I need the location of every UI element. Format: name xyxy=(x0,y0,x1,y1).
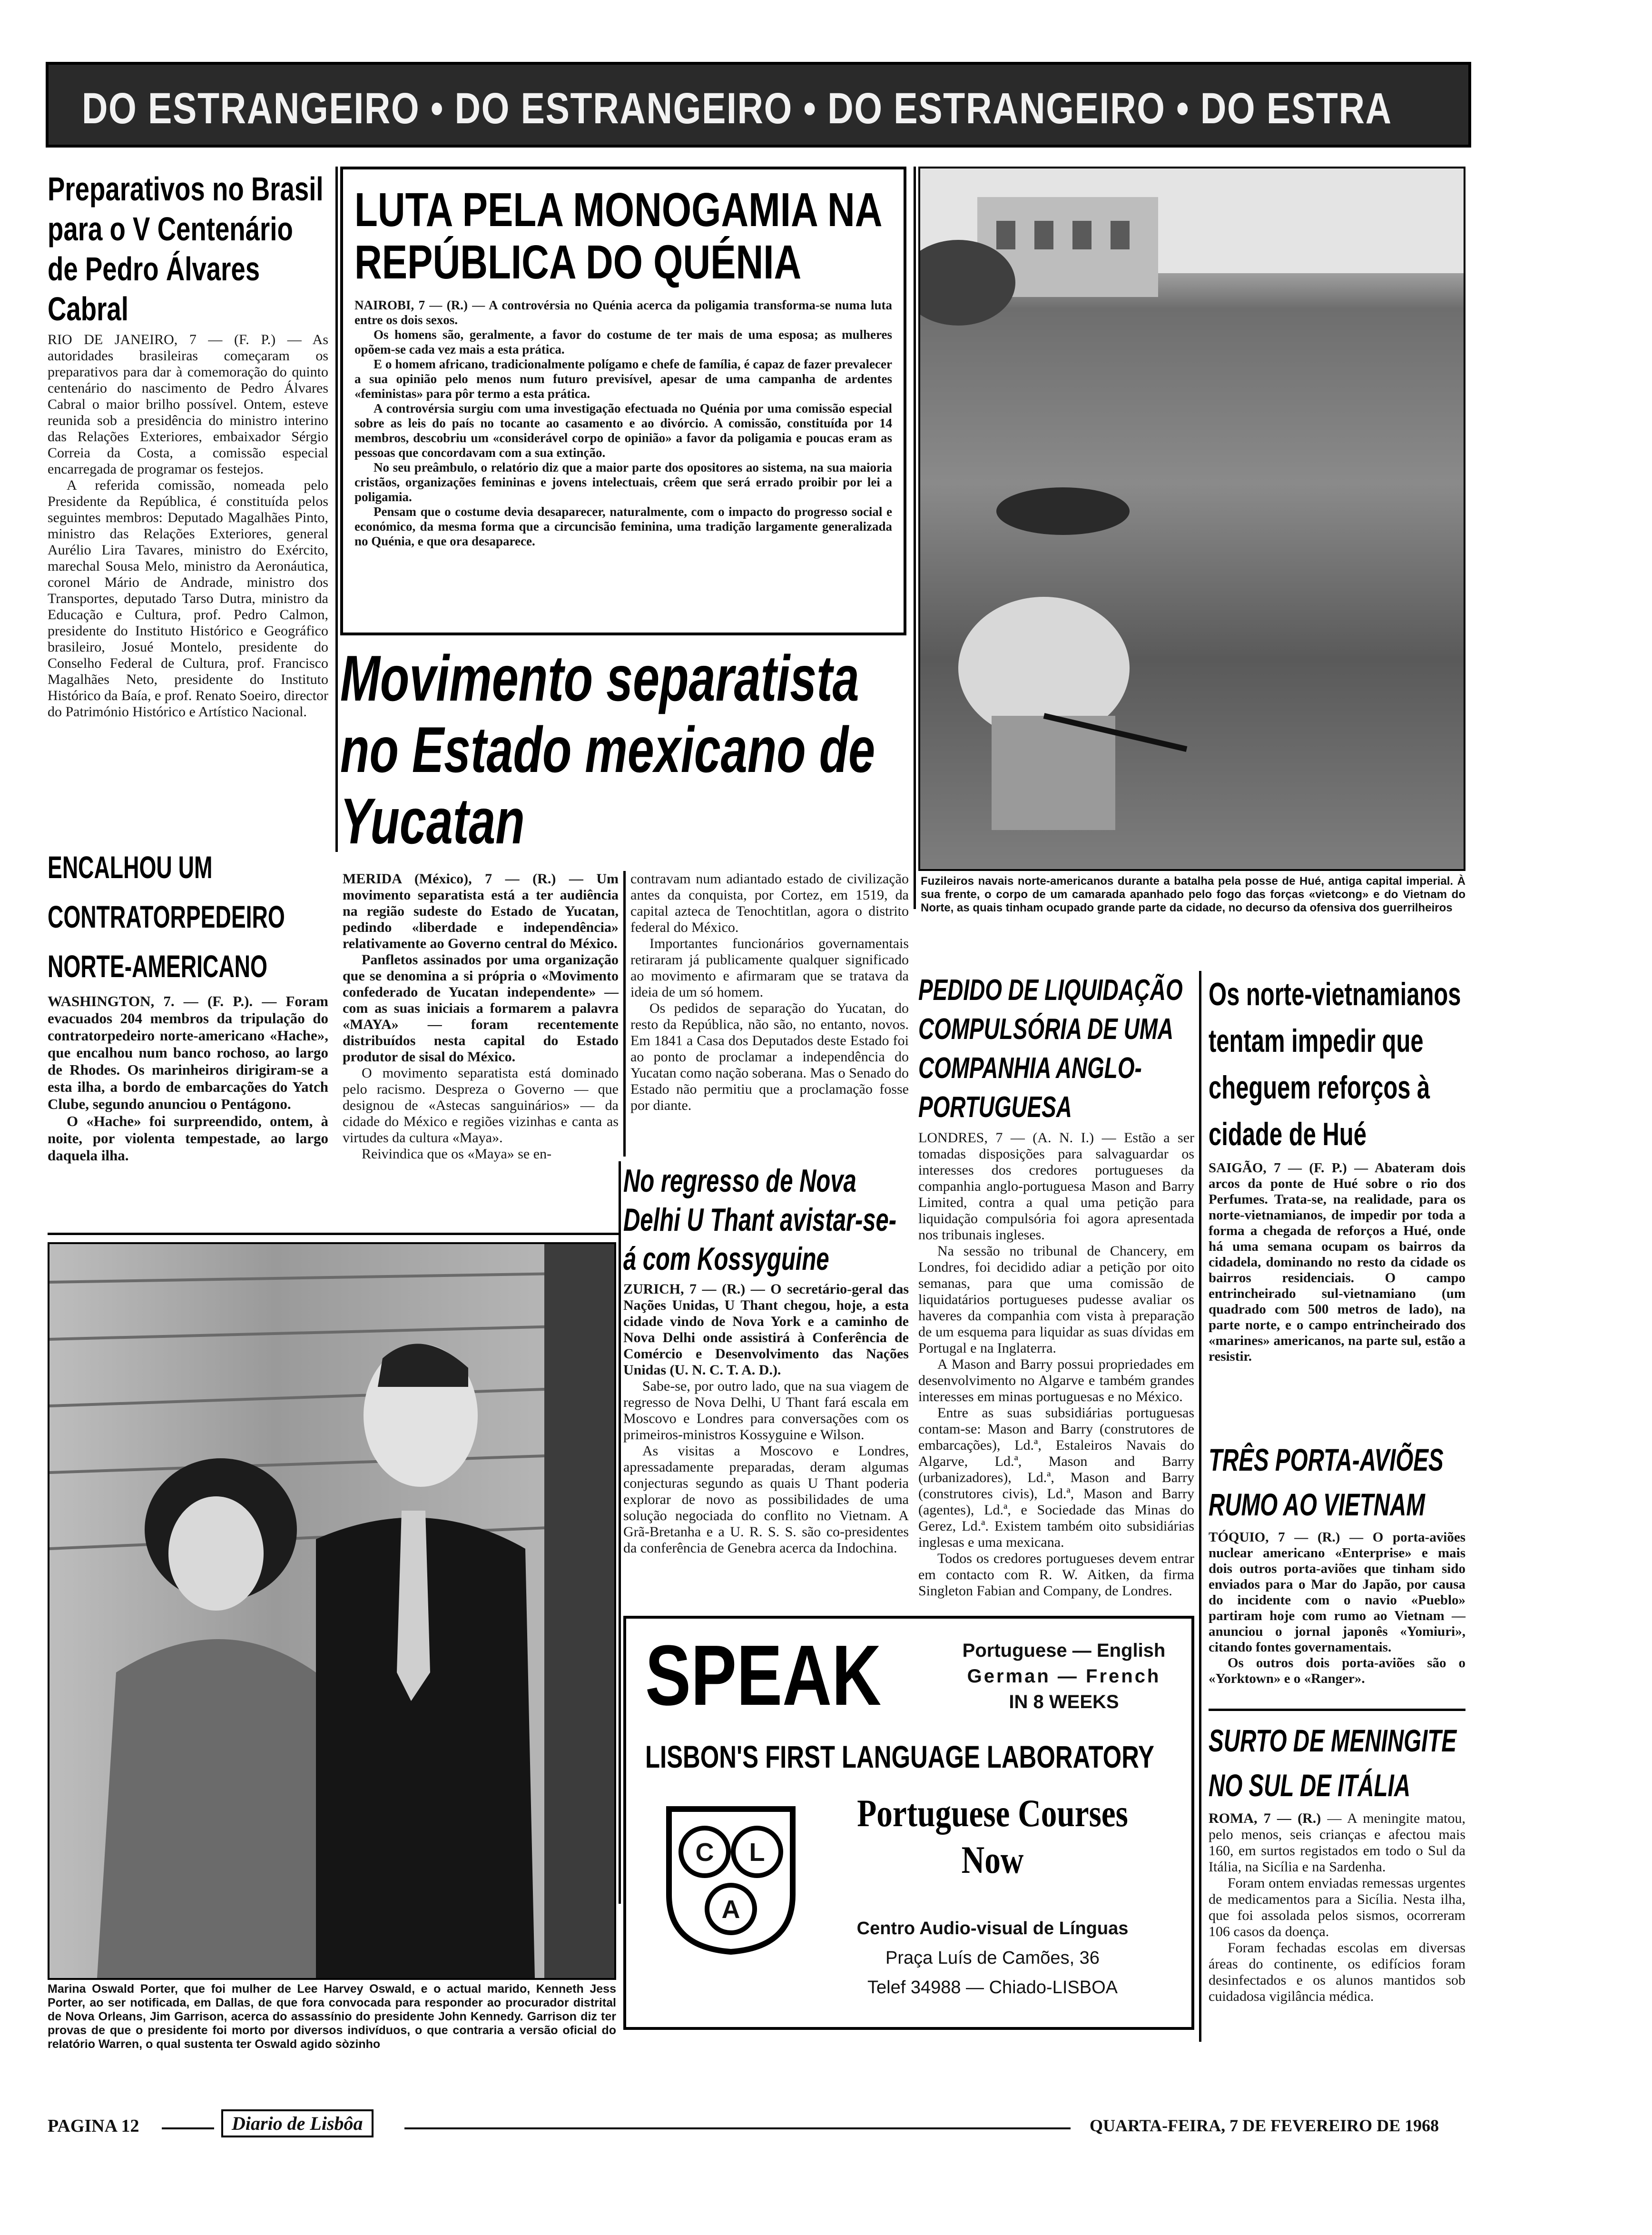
ad-langs-1: Portuguese — English xyxy=(962,1640,1166,1661)
oswald-photo-caption: Marina Oswald Porter, que foi mulher de Lee Harvey Oswald, e o actual marido, Kenneth Jess Porter, ao ser notificada, em Dallas, de que fora convocada para responder ao procurador distrital de Nova Orleans, Jim Garrison, acerca do assassínio do presidente John Kennedy. Garrison diz ter provas de que o presidente foi morto por diversos indivíduos, o que contraria a versão oficial do relatório Warren, o qual sustenta ter Oswald agido sòzinho xyxy=(48,1982,616,2051)
article-thant xyxy=(623,1161,909,1556)
column-rule xyxy=(619,1161,621,1904)
headline: LUTA PELA MONOGAMIA NA REPÚBLICA DO QUÉNIA xyxy=(354,183,881,289)
ad-centro: Centro Audio-visual de Línguas xyxy=(856,1919,1129,1938)
article-brasil xyxy=(48,169,328,720)
paragraph: As visitas a Moscovo e Londres, apressadamente preparadas, deram algumas conjecturas segundo as quais U Thant poderia explorar de novo as possibilidades de uma solução negociada do conflito no Vietnam. A Grã-Bretanha e a U. R. S. S. são co-presidentes da conferência de Genebra acerca da Indochina. xyxy=(623,1443,909,1556)
footer-rule xyxy=(162,2127,214,2129)
ad-weeks: IN 8 WEEKS xyxy=(1009,1691,1119,1712)
paragraph: Os pedidos de separação do Yucatan, do resto da República, não são, no entanto, novos. Em 1841 a Casa dos Deputados deste Estado foi ao ponto de proclamar a independência do Yucatan como nação soberana. Mas o Senado do Estado não permitiu que a proclamação fosse por diante. xyxy=(630,1000,909,1113)
footer-page: PAGINA 12 xyxy=(48,2116,139,2136)
yucatan-column-2 xyxy=(630,871,909,1114)
paragraph: Entre as suas subsidiárias portuguesas contam-se: Mason and Barry (construtores de embarcações), Ld.ª, Estaleiros Navais do Algarve, Ld.ª, Mason and Barry (urbanizadores), Ld.ª, Mason and Barry (construtores civis), Ld.ª, Mason and Barry (agentes), Ld.ª, e Sociedade das Minas do Gerez, Ld.ª. Existem também oito subsidiárias inglesas e uma mexicana. xyxy=(918,1405,1194,1550)
article-encalhou xyxy=(48,842,328,1164)
paragraph: Importantes funcionários governamentais retiraram já publicamente qualquer significado ao movimento e afirmaram que se tratava da ideia de um só homem. xyxy=(630,936,909,1000)
article-quenia xyxy=(340,167,906,635)
column-rule xyxy=(335,167,338,852)
photo-illustration xyxy=(49,1244,614,1978)
article-yucatan xyxy=(340,643,909,857)
dateline: ROMA, 7 — (R.) xyxy=(1209,1810,1321,1826)
article-vietnamitas xyxy=(1209,971,1465,1365)
paragraph: Pensam que o costume devia desaparecer, naturalmente, com o impacto do progresso social e económico, da mesma forma que a circuncisão feminina, uma tradição largamente generalizada no Quénia, e que ora desaparece. xyxy=(354,504,892,548)
paragraph: — A controvérsia no Quénia acerca da poligamia transforma-se numa luta entre os dois sexos. xyxy=(354,298,892,327)
paragraph: — Foram evacuados 204 membros da tripulação do contratorpedeiro norte-americano «Hache», que encalhou num banco rochoso, ao largo de Rhodes. Os marinheiros dirigiram-se a esta ilha, a bordo de embarcações do Yatch Clube, segundo anunciou o Pentágono. xyxy=(48,993,328,1112)
ad-phone: Telef 34988 — Chiado-LISBOA xyxy=(867,1978,1118,1998)
oswald-photo xyxy=(48,1242,616,1980)
dateline: NAIROBI, 7 — (R.) xyxy=(354,298,468,312)
paragraph: O «Hache» foi surpreendido, ontem, à noite, por violenta tempestade, ao largo daquela ilha. xyxy=(48,1113,328,1164)
article-portaavioes xyxy=(1209,1437,1465,1687)
headline: Preparativos no Brasil para o V Centenário de Pedro Álvares Cabral xyxy=(48,170,324,327)
section-rule xyxy=(1209,1709,1465,1711)
ad-langs-2: German — French xyxy=(967,1666,1161,1687)
dateline: ZURICH, 7 — (R.) xyxy=(623,1281,746,1297)
column-rule xyxy=(623,871,626,1157)
dateline: MERIDA (México), 7 — (R.) xyxy=(343,871,556,887)
dateline: RIO DE JANEIRO, 7 — (F. P.) xyxy=(48,332,276,347)
headline: Os norte-vietnamianos tentam impedir que cheguem reforços à cidade de Hué xyxy=(1209,976,1461,1152)
headline: TRÊS PORTA-AVIÕES RUMO AO VIETNAM xyxy=(1209,1442,1444,1522)
paragraph: — Estão a ser tomadas disposições para salvaguardar os interesses dos credores portugueses da companhia anglo-portuguesa Mason and Barry Limited, contra a qual uma petição para liquidação compulsória foi agora apresentada nos tribunais ingleses. xyxy=(918,1130,1195,1243)
headline: ENCALHOU UM CONTRATORPEDEIRO NORTE-AMERICANO xyxy=(48,850,285,984)
language-lab-ad xyxy=(623,1616,1194,2030)
paragraph: Foram fechadas escolas em diversas áreas do continente, os edifícios foram desinfectados e os alunos mantidos sob cuidadosa vigilância médica. xyxy=(1209,1940,1465,2004)
ad-languages xyxy=(950,1638,1178,1715)
paragraph: Os homens são, geralmente, a favor do costume de ter mais de uma esposa; as mulheres opõem-se cada vez mais a esta prática. xyxy=(354,327,892,356)
ad-contact xyxy=(816,1914,1169,2002)
logo-letter-c: C xyxy=(695,1838,714,1867)
ad-address: Praça Luís de Camões, 36 xyxy=(885,1948,1100,1968)
section-rule xyxy=(48,1233,619,1235)
cla-logo-icon xyxy=(659,1800,802,1957)
banner-title: DO ESTRANGEIRO • DO ESTRANGEIRO • DO ESTRANGEIRO • DO ESTRA xyxy=(82,84,1392,133)
headline: SURTO DE MENINGITE NO SUL DE ITÁLIA xyxy=(1209,1723,1457,1803)
ad-now: Now xyxy=(961,1838,1024,1881)
photo-illustration xyxy=(920,168,1464,869)
paragraph: Reivindica que os «Maya» se en- xyxy=(362,1146,552,1162)
dateline: SAIGÃO, 7 — (F. P.) xyxy=(1209,1160,1347,1176)
dateline: TÓQUIO, 7 — (R.) xyxy=(1209,1530,1340,1545)
headline: PEDIDO DE LIQUIDAÇÃO COMPULSÓRIA DE UMA COMPANHIA ANGLO-PORTUGUESA xyxy=(918,974,1183,1124)
paragraph: — O porta-aviões nuclear americano «Enterprise» e mais dois outros porta-aviões que tinham sido enviados para o Mar do Japão, por causa do incidente com o navio «Pueblo» partiram hoje com rumo ao Vietnam — anunciou o jornal japonês «Yomiuri», citando fontes governamentais. xyxy=(1209,1530,1465,1655)
column-rule xyxy=(914,167,916,909)
paragraph: — O secretário-geral das Nações Unidas, U Thant chegou, hoje, a esta cidade vindo de Nova York e a caminho de Nova Delhi onde assistirá à Conferência de Comércio e Desenvolvimento das Nações Unidas (U. N. C. T. A. D.). xyxy=(623,1281,909,1378)
paragraph: A Mason and Barry possui propriedades em desenvolvimento no Algarve e também grandes interesses em minas portuguesas e no México. xyxy=(918,1356,1194,1404)
ad-logo xyxy=(659,1800,802,1957)
paragraph: Na sessão no tribunal de Chancery, em Londres, foi decidido adiar a petição por oito semanas, para que uma comissão de liquidatários portugueses pudesse avaliar os haveres da companhia com vista à preparação de um esquema para liquidar as suas dívidas em Portugal e na Inglaterra. xyxy=(918,1243,1194,1356)
paragraph: No seu preâmbulo, o relatório diz que a maior parte dos opositores ao sistema, na sua maioria cristãos, organizações femininas e jovens intelectuais, crêem que será errado proibir por lei a poligamia. xyxy=(354,460,892,504)
footer-rule xyxy=(404,2127,1071,2129)
paragraph: — Abateram dois arcos da ponte de Hué sobre o rio dos Perfumes. Trata-se, na realidade, para os norte-vietnamianos, de impedir por toda a forma a chegada de reforços a Hué, onde há uma semana ocupam os bairros da cidadela, dominando no resto da cidade os bairros residenciais. O campo entrincheirado sul-vietnamiano (um quadrado com 500 metros de lado), na parte norte, e o campo entrincheirado dos «marines» americanos, na parte sul, estão a resistir. xyxy=(1209,1160,1466,1364)
logo-letter-a: A xyxy=(721,1895,740,1924)
ad-speak: SPEAK xyxy=(645,1628,882,1723)
section-banner xyxy=(46,62,1471,148)
paragraph: Sabe-se, por outro lado, que na sua viagem de regresso de Nova Delhi, U Thant fará escala em Moscovo e Londres para conversações com os primeiros-ministros Kossyguine e Wilson. xyxy=(623,1378,909,1443)
hue-battle-photo xyxy=(918,167,1465,871)
column-rule xyxy=(1199,971,1201,2042)
logo-letter-l: L xyxy=(749,1838,765,1867)
headline: No regresso de Nova Delhi U Thant avistar-se-á com Kossyguine xyxy=(623,1163,897,1277)
paragraph: — A meningite matou, pelo menos, seis crianças e afectou mais 160, em surtos registados em todo o Sul da Itália, na Sicília e na Sardenha. xyxy=(1209,1810,1466,1875)
paragraph: Panfletos assinados por uma organização que se denomina a si própria o «Movimento confederado de Yucatan independente» — com as suas iniciais a formarem a palavra «MAYA» — foram recentemente distribuídos nesta capital do Estado produtor de sisal do México. xyxy=(343,952,619,1065)
paragraph: A referida comissão, nomeada pelo Presidente da República, é constituída pelos seguintes membros: Deputado Magalhães Pinto, ministro das Relações Exteriores, general Aurélio Lira Tavares, ministro do Exército, marechal Sousa Melo, ministro da Aeronáutica, coronel Mário de Andrade, ministro dos Transportes, deputado Tarso Dutra, ministro da Educação e Cultura, prof. Pedro Calmon, presidente do Instituto Histórico e Geográfico brasileiro, Josué Montelo, presidente do Conselho Federal de Cultura, prof. Francisco Magalhães Neto, presidente do Instituto Histórico da Baía, e prof. Renato Soeiro, director do Património Histórico e Artístico Nacional. xyxy=(48,477,328,720)
paragraph: — Um movimento separatista está a ter audiência na região sudeste do Estado de Yucatan, pedindo «liberdade e independência» relativamente ao Governo central do México. xyxy=(343,871,619,951)
paragraph: Foram ontem enviadas remessas urgentes de medicamentos para a Sicília. Nesta ilha, que foi assolada pelos sismos, ocorreram 106 casos da doença. xyxy=(1209,1875,1465,1939)
headline: Movimento separatista no Estado mexicano de Yucatan xyxy=(340,642,875,857)
ad-lab-title: LISBON'S FIRST LANGUAGE LABORATORY xyxy=(645,1739,1154,1774)
footer-masthead: Diario de Lisbôa xyxy=(221,2109,374,2137)
footer-date: QUARTA-FEIRA, 7 DE FEVEREIRO DE 1968 xyxy=(1090,2116,1439,2135)
paragraph: O movimento separatista está dominado pelo racismo. Despreza o Governo — que designou de «Astecas sanguinários» — da cidade do México e regiões vizinhas e canta as virtudes da cultura «Maya». xyxy=(343,1065,619,1146)
dateline: WASHINGTON, 7. — (F. P.). xyxy=(48,993,253,1009)
ad-courses-line: Portuguese Courses xyxy=(857,1791,1128,1835)
paragraph: Os outros dois porta-aviões são o «Yorktown» e o «Ranger». xyxy=(1209,1655,1465,1686)
paragraph: Todos os credores portugueses devem entrar em contacto com R. W. Aitken, da firma Singleton Fabian and Company, de Londres. xyxy=(918,1551,1194,1599)
paragraph: E o homem africano, tradicionalmente polígamo e chefe de família, é capaz de fazer prevalecer a sua opinião pelo menos num futuro previsível, apesar de uma campanha de ardentes «feministas» para pôr termo a esta prática. xyxy=(354,357,892,401)
hue-photo-caption: Fuzileiros navais norte-americanos durante a batalha pela posse de Hué, antiga capital imperial. À sua frente, o corpo de um camarada apanhado pelo fogo das forças «vietcong» e do Vietnam do Norte, as quais tinham ocupado grande parte da cidade, no decurso da ofensiva dos guerrilheiros xyxy=(921,875,1465,914)
dateline: LONDRES, 7 — (A. N. I.) xyxy=(918,1130,1094,1146)
yucatan-column-1 xyxy=(343,871,619,1162)
ad-courses xyxy=(856,1790,1129,1883)
paragraph: — As autoridades brasileiras começaram os preparativos para dar à comemoração do quinto centenário do nascimento de Pedro Álvares Cabral o maior brilho possível. Ontem, esteve reunida sob a presidência do ministro interino das Relações Exteriores, embaixador Sérgio Correia da Costa, a comissão especial encarregada de programar os festejos. xyxy=(48,332,329,477)
article-meningite xyxy=(1209,1718,1465,2005)
paragraph: A controvérsia surgiu com uma investigação efectuada no Quénia por uma comissão especial sobre as leis do país no tocante ao casamento e ao divórcio. A comissão, constituída por 14 membros, descobriu um «considerável corpo de opinião» a favor da poligamia e poucas eram as pessoas que concordavam com a sua extinção. xyxy=(354,401,892,460)
paragraph: contravam num adiantado estado de civilização antes da conquista, por Cortez, em 1519, da capital azteca de Tenochtitlan, agora o distrito federal do México. xyxy=(630,871,909,935)
article-liquidacao xyxy=(918,971,1194,1599)
